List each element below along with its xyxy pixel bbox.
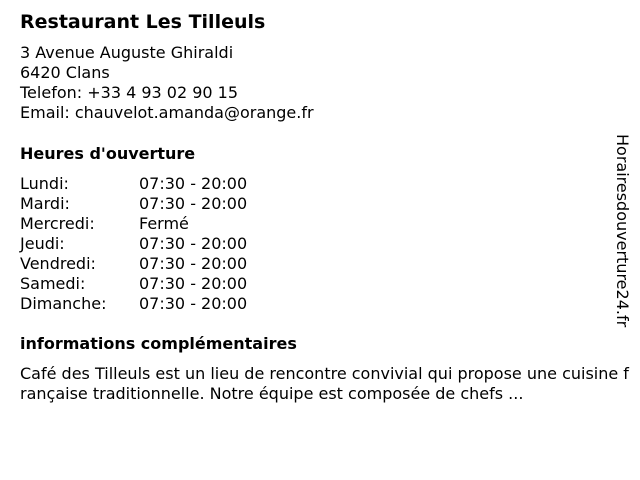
time-value: 07:30 - 20:00: [139, 174, 248, 193]
watermark-text: Horairesdouverture24.fr: [613, 134, 632, 328]
day-label: Dimanche:: [20, 294, 107, 313]
info-heading: informations complémentaires: [20, 334, 297, 353]
contact-block: [20, 43, 314, 123]
day-label: Lundi:: [20, 174, 69, 193]
email: Email: chauvelot.amanda@orange.fr: [20, 103, 314, 122]
info-text: Café des Tilleuls est un lieu de rencontre convivial qui propose une cuisine française traditionnelle. Notre équipe est composée de chefs ...: [20, 364, 629, 403]
day-label: Vendredi:: [20, 254, 96, 273]
hours-heading: Heures d'ouverture: [20, 144, 196, 163]
time-value: 07:30 - 20:00: [139, 254, 248, 273]
time-value: 07:30 - 20:00: [139, 274, 248, 293]
day-label: Mercredi:: [20, 214, 95, 233]
address-line1: 3 Avenue Auguste Ghiraldi: [20, 43, 234, 62]
restaurant-title: Restaurant Les Tilleuls: [20, 11, 266, 33]
day-label: Mardi:: [20, 194, 70, 213]
time-value: Fermé: [139, 214, 189, 233]
time-value: 07:30 - 20:00: [139, 234, 248, 253]
day-label: Jeudi:: [20, 234, 65, 253]
day-label: Samedi:: [20, 274, 86, 293]
address-line2: 6420 Clans: [20, 63, 110, 82]
phone: Telefon: +33 4 93 02 90 15: [20, 83, 239, 102]
time-value: 07:30 - 20:00: [139, 294, 248, 313]
time-value: 07:30 - 20:00: [139, 194, 248, 213]
